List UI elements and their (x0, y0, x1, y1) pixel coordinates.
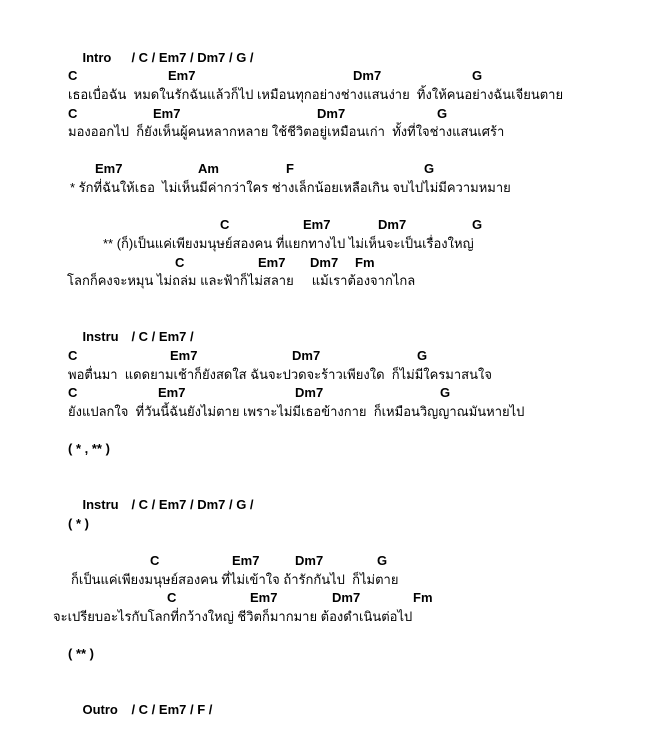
chord: C (68, 385, 78, 401)
chord: Dm7 (295, 552, 324, 568)
chord: Dm7 (378, 217, 407, 233)
section-label-instru2: Instru (82, 497, 119, 513)
chord: Em7 (250, 590, 278, 606)
chord: Fm (413, 590, 433, 606)
spacer (0, 49, 659, 68)
chord: Em7 (232, 552, 260, 568)
section-instru2 (0, 477, 659, 513)
chord: Em7 (303, 217, 331, 233)
repeat-marker-2: ( * ) (68, 515, 89, 531)
lyric-line-verse2-row2: ยังแปลกใจ ที่วันนี้ฉันยังไม่ตาย เพราะไม่มีเธอข้างกาย ก็เหมือนวิญญาณมันหายไป (68, 403, 525, 419)
repeat-marker-1: ( * , ** ) (68, 441, 110, 457)
intro-chord-progression: / C / Em7 / Dm7 / G / (131, 49, 254, 65)
lyric-line-chorus2-row1: ก็เป็นแค่เพียงมนุษย์สองคน ที่ไม่เข้าใจ ถ้ารักกันไป ก็ไม่ตาย (71, 571, 399, 587)
chord: G (377, 552, 388, 568)
chord: Em7 (170, 347, 198, 363)
spacer (0, 533, 659, 552)
chord: Fm (355, 254, 375, 270)
lyric-line-chorus1-row2: โลกก็คงจะหมุน ไม่ถล่ม และฟ้าก็ไม่สลาย แม้เราต้องจากไกล (67, 273, 416, 289)
spacer (0, 198, 659, 217)
chord: Dm7 (332, 590, 361, 606)
spacer (0, 459, 659, 478)
section-label-instru1: Instru (82, 329, 119, 345)
chord: Dm7 (353, 68, 382, 84)
section-intro (0, 30, 659, 65)
chord-line-verse1-row1 (0, 67, 659, 86)
chord: F (286, 161, 294, 177)
chord-line-prechorus (0, 160, 659, 179)
chord: Em7 (153, 105, 181, 121)
spacer (0, 328, 659, 347)
chord: C (68, 105, 78, 121)
chord-line-chorus2-row1 (0, 552, 659, 571)
chord: G (472, 217, 483, 233)
section-outro (0, 682, 659, 718)
chord: Em7 (95, 161, 123, 177)
spacer (0, 142, 659, 161)
spacer (0, 664, 659, 683)
spacer (0, 421, 659, 440)
chord-line-verse1-row2 (0, 105, 659, 124)
chord: Em7 (168, 68, 196, 84)
chord-line-verse2-row1 (0, 347, 659, 366)
chord: Dm7 (310, 254, 339, 270)
spacer (0, 291, 659, 310)
chord: C (68, 68, 78, 84)
chord: C (150, 552, 160, 568)
spacer (0, 627, 659, 646)
chord-line-verse2-row2 (0, 384, 659, 403)
chord: Dm7 (292, 347, 321, 363)
chord-line-chorus1-row1 (0, 216, 659, 235)
chord: Em7 (158, 385, 186, 401)
chord: C (68, 347, 78, 363)
chord: C (175, 254, 185, 270)
lyric-line-chorus2-row2: จะเปรียบอะไรกับโลกที่กว้างใหญ่ ชีวิตก็มากมาย ต้องดำเนินต่อไป (53, 608, 413, 624)
chord: Dm7 (295, 385, 324, 401)
section-label-outro: Outro (82, 702, 118, 718)
chord-line-chorus2-row2 (0, 589, 659, 608)
chord: C (167, 590, 177, 606)
chord: C (220, 217, 230, 233)
lyric-line-verse1-row2: มองออกไป ก็ยังเห็นผู้คนหลากหลาย ใช้ชีวิตอยู่เหมือนเก่า ทั้งที่ใจช่างแสนเศร้า (68, 124, 505, 140)
section-instru1 (0, 310, 659, 345)
chord: G (437, 105, 448, 121)
instru2-chord-progression: / C / Em7 / Dm7 / G / (131, 497, 254, 513)
chord: G (424, 161, 435, 177)
chord: Dm7 (317, 105, 346, 121)
instru1-chord-progression: / C / Em7 / (131, 329, 194, 345)
chord: G (417, 347, 428, 363)
chord: Em7 (258, 254, 286, 270)
lyric-line-chorus1-row1: ** (ก็)เป็นแค่เพียงมนุษย์สองคน ที่แยกทางไป ไม่เห็นจะเป็นเรื่องใหญ่ (103, 236, 474, 252)
section-label-intro: Intro (82, 49, 112, 65)
chord-line-chorus1-row2 (0, 254, 659, 273)
lyric-line-verse1-row1: เธอเบื่อฉัน หมดในรักฉันแล้วก็ไป เหมือนทุกอย่างช่างแสนง่าย ทิ้งให้คนอย่างฉันเจียนตาย (68, 86, 564, 102)
repeat-marker-3: ( ** ) (68, 646, 94, 662)
spacer (0, 496, 659, 515)
outro-chord-progression: / C / Em7 / F / (131, 702, 213, 718)
lyric-line-verse2-row1: พอตื่นมา แดดยามเช้าก็ยังสดใส ฉันจะปวดจะร้าวเพียงใด ก็ไม่มีใครมาสนใจ (68, 366, 492, 382)
chord: G (472, 68, 483, 84)
lyric-line-prechorus: * รักที่ฉันให้เธอ ไม่เห็นมีค่ากว่าใคร ช่างเล็กน้อยเหลือเกิน จบไปไม่มีความหมาย (70, 180, 511, 196)
chord: Am (198, 161, 219, 177)
chord: G (440, 385, 451, 401)
